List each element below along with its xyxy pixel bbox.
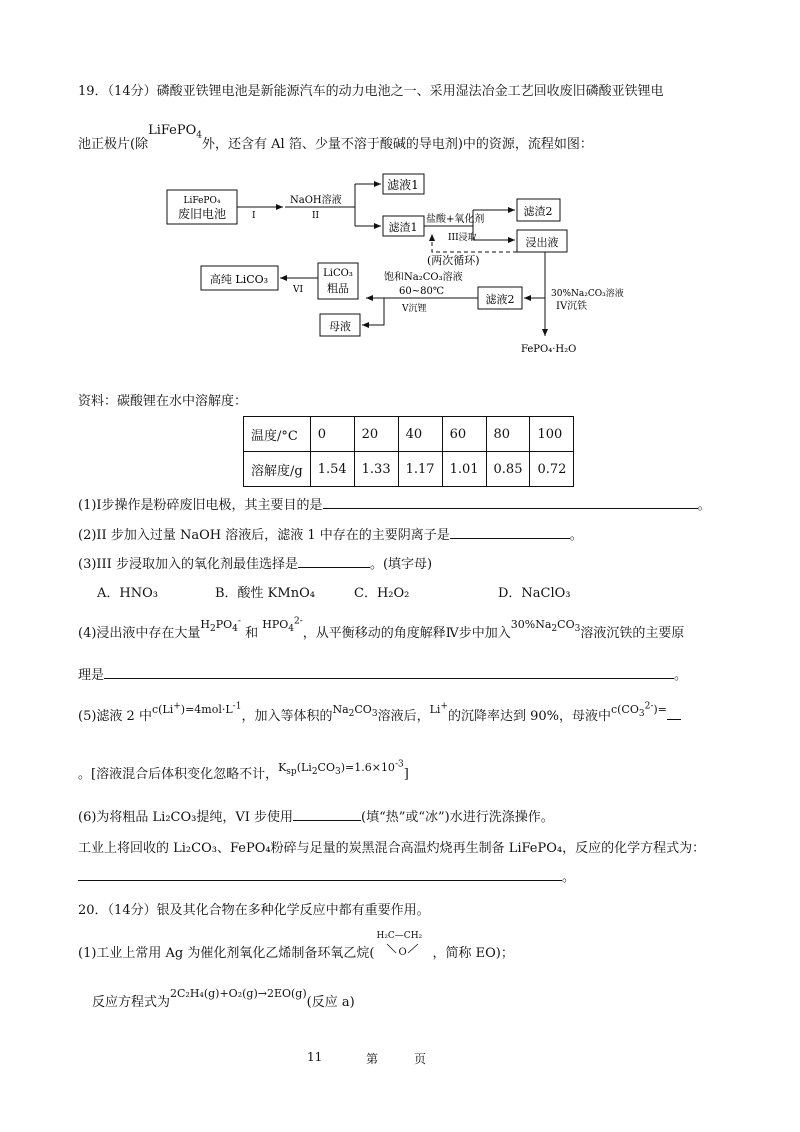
q4-formula-hpo4: HPO42- <box>262 616 303 635</box>
table-value: 1.33 <box>354 452 398 487</box>
data-intro: 资料：碳酸锂在水中溶解度： <box>78 394 248 409</box>
q3-hint: 。(填字母) <box>369 557 433 572</box>
q5-formula-cco3: c(CO32-)= <box>610 701 667 720</box>
flow-diagram <box>0 0 800 370</box>
q6-text-b: (填“热”或“冰”)水进行洗涤操作。 <box>361 810 554 825</box>
q4-formula-h2po4: H2PO4- <box>200 616 241 635</box>
q20-line1: 20．（14分）银及其化合物在多种化学反应中都有重要作用。 <box>78 903 430 918</box>
q5-end: ] <box>403 767 409 782</box>
q20-text-c: 反应方程式为 <box>92 995 171 1010</box>
table-value: 1.17 <box>398 452 442 487</box>
table-value: 0.85 <box>486 452 530 487</box>
answer-blank-q6[interactable] <box>293 808 361 821</box>
q5-line1 <box>78 701 681 726</box>
epoxide-o: O <box>398 947 407 958</box>
q3 <box>78 553 432 572</box>
q4-line1 <box>78 616 685 643</box>
flow-pure: 高纯 LiCO₃ <box>209 273 269 286</box>
q1: (1)I步操作是粉碎废旧电极，其主要目的是 。 <box>78 498 711 513</box>
flow-residue1: 滤渣1 <box>388 221 418 234</box>
q6-text-a: (6)为将粗品 Li₂CO₃提纯，VI 步使用 <box>78 810 294 825</box>
flow-step1: I <box>252 211 256 221</box>
footer-ye: 页 <box>414 1052 427 1066</box>
answer-blank-q1[interactable] <box>323 496 698 509</box>
flow-hcl-oxidant: 盐酸+氧化剂 <box>426 214 485 225</box>
flow-residue2: 滤渣2 <box>523 205 553 218</box>
flow-step2: II <box>312 211 320 221</box>
q4-and: 和 <box>245 626 259 641</box>
flow-step3: III浸取 <box>448 233 477 243</box>
table-temp: 100 <box>530 417 574 452</box>
table-temp: 80 <box>486 417 530 452</box>
table-row <box>244 417 574 452</box>
q3-text: (3)III 步浸取加入的氧化剂最佳选择是 <box>78 557 298 572</box>
q4-text-a: (4)浸出液中存在大量 <box>78 626 201 641</box>
q5-text-a: (5)滤液 2 中 <box>78 709 152 724</box>
table-value: 1.54 <box>310 452 354 487</box>
q19-line2-a: 池正极片(除 <box>78 137 149 152</box>
table-temp: 60 <box>442 417 486 452</box>
epoxide-structure <box>374 931 432 961</box>
q5-line2 <box>78 759 409 784</box>
flow-filtrate2: 滤液2 <box>485 293 515 306</box>
q7-answer-line: 。 <box>78 866 575 885</box>
q20-line3 <box>92 987 355 1010</box>
epoxide-top: H₂C—CH₂ <box>376 931 423 941</box>
flow-start-label: 废旧电池 <box>177 207 227 221</box>
flow-crude-top: LiCO₃ <box>323 268 353 279</box>
flow-sat-na2co3: 饱和Na₂CO₃溶液 <box>384 272 463 283</box>
q3-option-c: C．H₂O₂ <box>354 586 410 601</box>
q19-line1: 19．（14分）磷酸亚铁锂电池是新能源汽车的动力电池之一、采用湿法冶金工艺回收废旧磷酸亚铁锂电 <box>78 84 664 99</box>
q5-formula-li: Li+ <box>429 701 448 716</box>
answer-blank-q7[interactable] <box>78 868 562 881</box>
q5-text-c: 溶液后， <box>377 709 430 724</box>
q5-formula-cli: c(Li+)=4mol·L-1 <box>151 701 242 716</box>
q19-line2-b: 外，还含有 Al 箔、少量不溶于酸碱的导电剂)中的资源，流程如图： <box>202 137 593 152</box>
q20-text-a: (1)工业上常用 Ag 为催化剂氧化乙烯制备环氧乙烷( <box>78 946 375 961</box>
flow-step4: IV沉铁 <box>556 301 588 312</box>
table-header-label: 温度/°C <box>244 417 311 452</box>
table-temp: 40 <box>398 417 442 452</box>
table-row-label: 溶解度/g <box>244 452 311 487</box>
q3-option-d: D．NaClO₃ <box>498 586 571 601</box>
page-number: 11 <box>307 1050 323 1064</box>
q4-text-b: ，从平衡移动的角度解释Ⅳ步中加入 <box>302 626 511 641</box>
q20-line2 <box>78 931 514 961</box>
flow-step5: V沉锂 <box>402 304 427 314</box>
answer-blank-q3[interactable] <box>298 555 370 568</box>
flow-crude-bottom: 粗品 <box>327 282 349 295</box>
q5-formula-ksp: Ksp(Li2CO3)=1.6×10-3 <box>278 759 404 778</box>
q4-text-c: 溶液沉铁的主要原 <box>580 626 685 641</box>
flow-start-formula: LiFePO₄ <box>183 196 221 206</box>
table-row <box>244 452 574 487</box>
q7: 工业上将回收的 Li₂CO₃、FePO₄粉碎与足量的炭黑混合高温灼烧再生制备 LiFePO₄，反应的化学方程式为： <box>78 841 706 856</box>
flow-leachate: 浸出液 <box>525 236 559 249</box>
q4-line2: 理是 。 <box>78 668 688 683</box>
q5-text-d: 的沉降率达到 90%，母液中 <box>447 709 611 724</box>
table-temp: 0 <box>310 417 354 452</box>
answer-blank-q5[interactable] <box>667 707 681 720</box>
q5-text-b: ，加入等体积的 <box>241 709 333 724</box>
footer-di: 第 <box>366 1052 379 1066</box>
q20-reaction-a: (反应 a) <box>306 995 355 1010</box>
q3-option-a: A．HNO₃ <box>97 586 158 601</box>
table-temp: 20 <box>354 417 398 452</box>
flow-temp: 60~80℃ <box>399 286 445 297</box>
q19-formula-lifepo4: LiFePO$_4$ <box>148 123 203 141</box>
q4-formula-na2co3: 30%Na2CO3 <box>510 618 581 635</box>
flow-naoh: NaOH溶液 <box>290 195 342 206</box>
answer-blank-q2[interactable] <box>450 526 570 539</box>
solubility-table <box>243 416 574 487</box>
q1-text: (1)I步操作是粉碎废旧电极，其主要目的是 <box>78 498 323 513</box>
flow-twice-cycle: (两次循环) <box>427 254 480 267</box>
q20-equation: 2C₂H₄(g)+O₂(g)→2EO(g) <box>170 987 307 1000</box>
q20-text-b: ，简称 EO)； <box>432 946 514 961</box>
flow-fepo4: FePO₄·H₂O <box>521 344 577 355</box>
q5-formula-na2co3: Na2CO3 <box>332 703 378 720</box>
q2: (2)II 步加入过量 NaOH 溶液后，滤液 1 中存在的主要阴离子是 。 <box>78 528 583 543</box>
q2-text: (2)II 步加入过量 NaOH 溶液后，滤液 1 中存在的主要阴离子是 <box>78 528 450 543</box>
q4-text-d: 理是 <box>78 668 105 683</box>
flow-na2co3-30: 30%Na₂CO₃溶液 <box>551 289 624 299</box>
table-value: 0.72 <box>530 452 574 487</box>
q5-text-e: 。[溶液混合后体积变化忽略不计， <box>78 767 279 782</box>
q6 <box>78 806 554 825</box>
table-value: 1.01 <box>442 452 486 487</box>
flow-filtrate1: 滤液1 <box>387 178 419 192</box>
flow-step6: VI <box>293 285 304 295</box>
flow-mother: 母液 <box>329 320 351 333</box>
q3-option-b: B．酸性 KMnO₄ <box>215 586 315 601</box>
answer-blank-q4[interactable] <box>104 666 674 679</box>
